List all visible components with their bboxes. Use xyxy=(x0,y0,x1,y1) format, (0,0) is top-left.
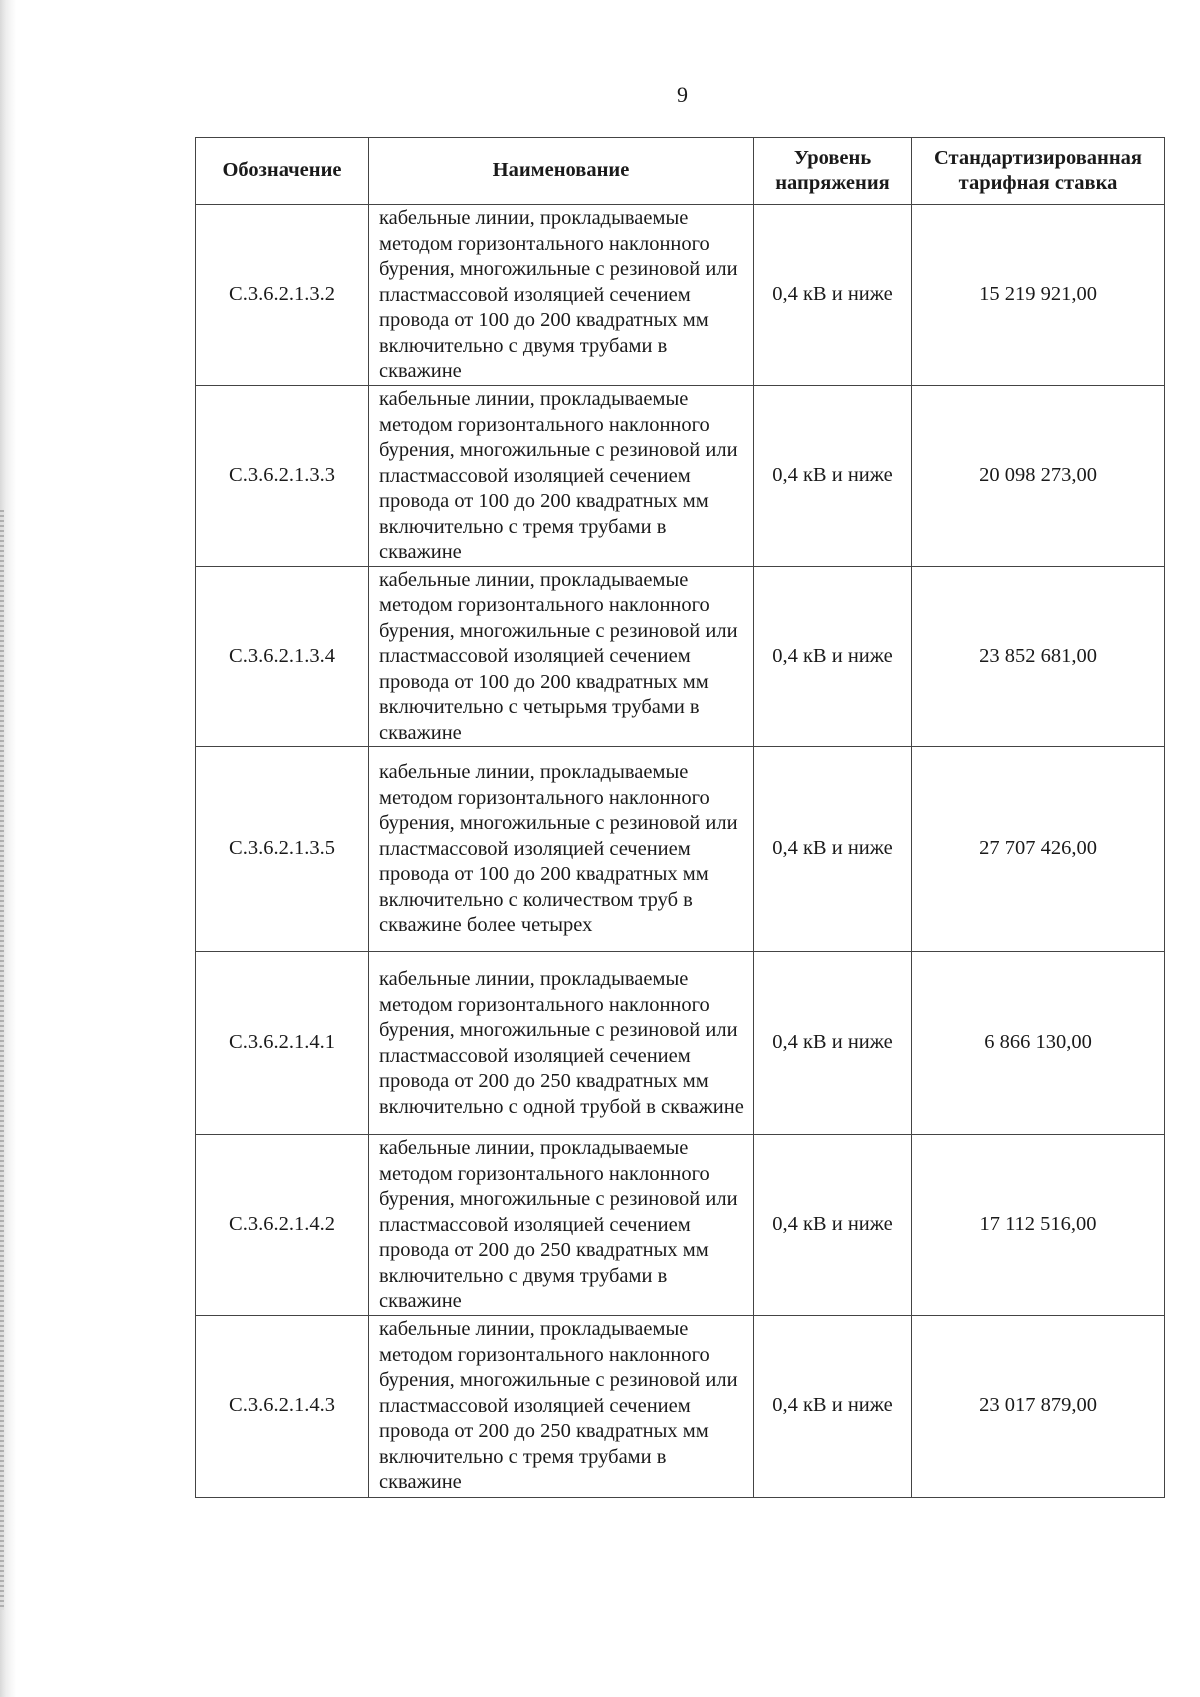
header-rate: Стандартизированная тарифная ставка xyxy=(912,138,1165,205)
row-code: С.3.6.2.1.3.3 xyxy=(196,386,369,567)
row-voltage: 0,4 кВ и ниже xyxy=(754,747,912,952)
table-row xyxy=(196,386,1165,567)
row-rate: 23 852 681,00 xyxy=(912,566,1165,747)
row-name: кабельные линии, прокладываемые методом горизонтального наклонного бурения, многожильные с резиновой или пластмассовой изоляцией сечением провода от 100 до 200 квадратных мм включительно с тремя трубами в скважине xyxy=(369,386,754,567)
row-rate: 20 098 273,00 xyxy=(912,386,1165,567)
table-row xyxy=(196,1315,1165,1497)
table-row xyxy=(196,747,1165,952)
header-voltage: Уровень напряжения xyxy=(754,138,912,205)
row-name: кабельные линии, прокладываемые методом горизонтального наклонного бурения, многожильные с резиновой или пластмассовой изоляцией сечением провода от 100 до 200 квадратных мм включительно с количеством труб в скважине более четырех xyxy=(369,747,754,952)
row-name: кабельные линии, прокладываемые методом горизонтального наклонного бурения, многожильные с резиновой или пластмассовой изоляцией сечением провода от 200 до 250 квадратных мм включительно с одной трубой в скважине xyxy=(369,952,754,1135)
row-rate: 17 112 516,00 xyxy=(912,1135,1165,1316)
table-row xyxy=(196,566,1165,747)
row-name: кабельные линии, прокладываемые методом горизонтального наклонного бурения, многожильные с резиновой или пластмассовой изоляцией сечением провода от 200 до 250 квадратных мм включительно с тремя трубами в скважине xyxy=(369,1315,754,1497)
table-row xyxy=(196,205,1165,386)
row-name: кабельные линии, прокладываемые методом горизонтального наклонного бурения, многожильные с резиновой или пластмассовой изоляцией сечением провода от 100 до 200 квадратных мм включительно с двумя трубами в скважине xyxy=(369,205,754,386)
row-code: С.3.6.2.1.3.5 xyxy=(196,747,369,952)
row-voltage: 0,4 кВ и ниже xyxy=(754,1135,912,1316)
scan-edge-artifact xyxy=(0,510,4,1610)
row-voltage: 0,4 кВ и ниже xyxy=(754,952,912,1135)
table-row xyxy=(196,952,1165,1135)
row-voltage: 0,4 кВ и ниже xyxy=(754,566,912,747)
row-name: кабельные линии, прокладываемые методом горизонтального наклонного бурения, многожильные с резиновой или пластмассовой изоляцией сечением провода от 200 до 250 квадратных мм включительно с двумя трубами в скважине xyxy=(369,1135,754,1316)
row-rate: 6 866 130,00 xyxy=(912,952,1165,1135)
row-name: кабельные линии, прокладываемые методом горизонтального наклонного бурения, многожильные с резиновой или пластмассовой изоляцией сечением провода от 100 до 200 квадратных мм включительно с четырьмя трубами в скважине xyxy=(369,566,754,747)
row-rate: 23 017 879,00 xyxy=(912,1315,1165,1497)
tariff-table xyxy=(195,137,1165,1498)
row-rate: 15 219 921,00 xyxy=(912,205,1165,386)
table-row xyxy=(196,1135,1165,1316)
row-voltage: 0,4 кВ и ниже xyxy=(754,386,912,567)
row-code: С.3.6.2.1.3.2 xyxy=(196,205,369,386)
row-code: С.3.6.2.1.4.2 xyxy=(196,1135,369,1316)
header-name: Наименование xyxy=(369,138,754,205)
row-code: С.3.6.2.1.3.4 xyxy=(196,566,369,747)
row-code: С.3.6.2.1.4.1 xyxy=(196,952,369,1135)
row-code: С.3.6.2.1.4.3 xyxy=(196,1315,369,1497)
table-header-row xyxy=(196,138,1165,205)
row-voltage: 0,4 кВ и ниже xyxy=(754,205,912,386)
page-number: 9 xyxy=(677,82,688,107)
row-voltage: 0,4 кВ и ниже xyxy=(754,1315,912,1497)
header-code: Обозначение xyxy=(196,138,369,205)
row-rate: 27 707 426,00 xyxy=(912,747,1165,952)
